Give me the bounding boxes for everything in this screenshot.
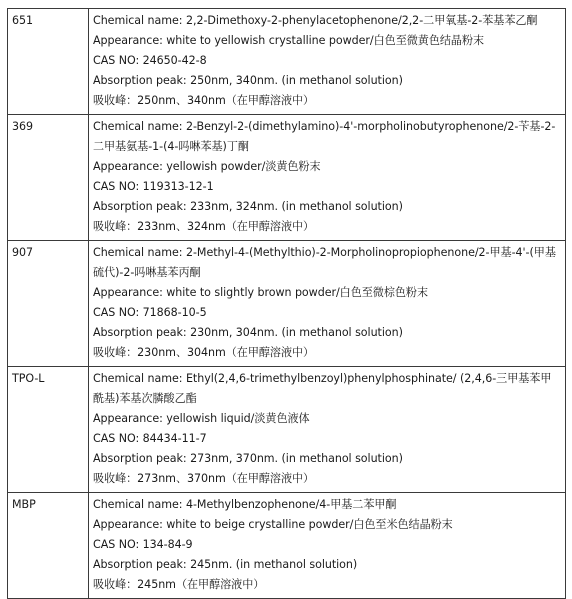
appearance-line: Appearance: white to beige crystalline powder/白色至米色结晶粉末 <box>93 518 453 531</box>
chemical-name-line: Chemical name: 2-Methyl-4-(Methylthio)-2-Morpholinopropiophenone/2-甲基-4'-(甲基硫代)-2-吗啉基苯丙酮 <box>93 246 556 279</box>
chemical-name-line: Chemical name: 2,2-Dimethoxy-2-phenylacetophenone/2,2-二甲氧基-2-苯基苯乙酮 <box>93 14 538 27</box>
absorption-peak-line: Absorption peak: 245nm. (in methanol solution) <box>93 558 358 571</box>
appearance-line: Appearance: yellowish liquid/淡黄色液体 <box>93 412 310 425</box>
absorption-peak-line: Absorption peak: 233nm, 324nm. (in methanol solution) <box>93 200 403 213</box>
product-details <box>89 493 566 599</box>
appearance-line: Appearance: yellowish powder/淡黄色粉末 <box>93 160 321 173</box>
product-code: MBP <box>8 493 89 599</box>
product-row <box>8 9 566 115</box>
cas-number-line: CAS NO: 71868-10-5 <box>93 306 207 319</box>
absorption-peak-line: Absorption peak: 230nm, 304nm. (in methanol solution) <box>93 326 403 339</box>
cas-number-line: CAS NO: 119313-12-1 <box>93 180 214 193</box>
product-details <box>89 241 566 367</box>
appearance-line: Appearance: white to yellowish crystalline powder/白色至微黄色结晶粉末 <box>93 34 485 47</box>
product-code: TPO-L <box>8 367 89 493</box>
absorption-peak-line: Absorption peak: 250nm, 340nm. (in methanol solution) <box>93 74 403 87</box>
product-details <box>89 367 566 493</box>
absorption-peak-cn-line: 吸收峰：245nm（在甲醇溶液中） <box>93 578 265 591</box>
cas-number-line: CAS NO: 134-84-9 <box>93 538 193 551</box>
chemical-name-line: Chemical name: Ethyl(2,4,6-trimethylbenzoyl)phenylphosphinate/ (2,4,6-三甲基苯甲酰基)苯基次膦酸乙酯 <box>93 372 552 405</box>
photoinitiator-spec-table <box>7 8 566 599</box>
absorption-peak-cn-line: 吸收峰：230nm、304nm（在甲醇溶液中） <box>93 346 315 359</box>
product-code: 369 <box>8 115 89 241</box>
product-details <box>89 9 566 115</box>
product-code: 651 <box>8 9 89 115</box>
product-row <box>8 241 566 367</box>
cas-number-line: CAS NO: 24650-42-8 <box>93 54 207 67</box>
product-details <box>89 115 566 241</box>
product-row <box>8 493 566 599</box>
product-row <box>8 115 566 241</box>
chemical-name-line: Chemical name: 4-Methylbenzophenone/4-甲基二苯甲酮 <box>93 498 397 511</box>
absorption-peak-cn-line: 吸收峰：233nm、324nm（在甲醇溶液中） <box>93 220 315 233</box>
product-code: 907 <box>8 241 89 367</box>
chemical-name-line: Chemical name: 2-Benzyl-2-(dimethylamino)-4'-morpholinobutyrophenone/2-苄基-2-二甲基氨基-1-(4-吗啉苯基)丁酮 <box>93 120 556 153</box>
absorption-peak-cn-line: 吸收峰：273nm、370nm（在甲醇溶液中） <box>93 472 315 485</box>
absorption-peak-cn-line: 吸收峰：250nm、340nm（在甲醇溶液中） <box>93 94 315 107</box>
product-row <box>8 367 566 493</box>
spec-table-body <box>8 9 566 599</box>
absorption-peak-line: Absorption peak: 273nm, 370nm. (in methanol solution) <box>93 452 403 465</box>
cas-number-line: CAS NO: 84434-11-7 <box>93 432 207 445</box>
appearance-line: Appearance: white to slightly brown powder/白色至微棕色粉末 <box>93 286 429 299</box>
